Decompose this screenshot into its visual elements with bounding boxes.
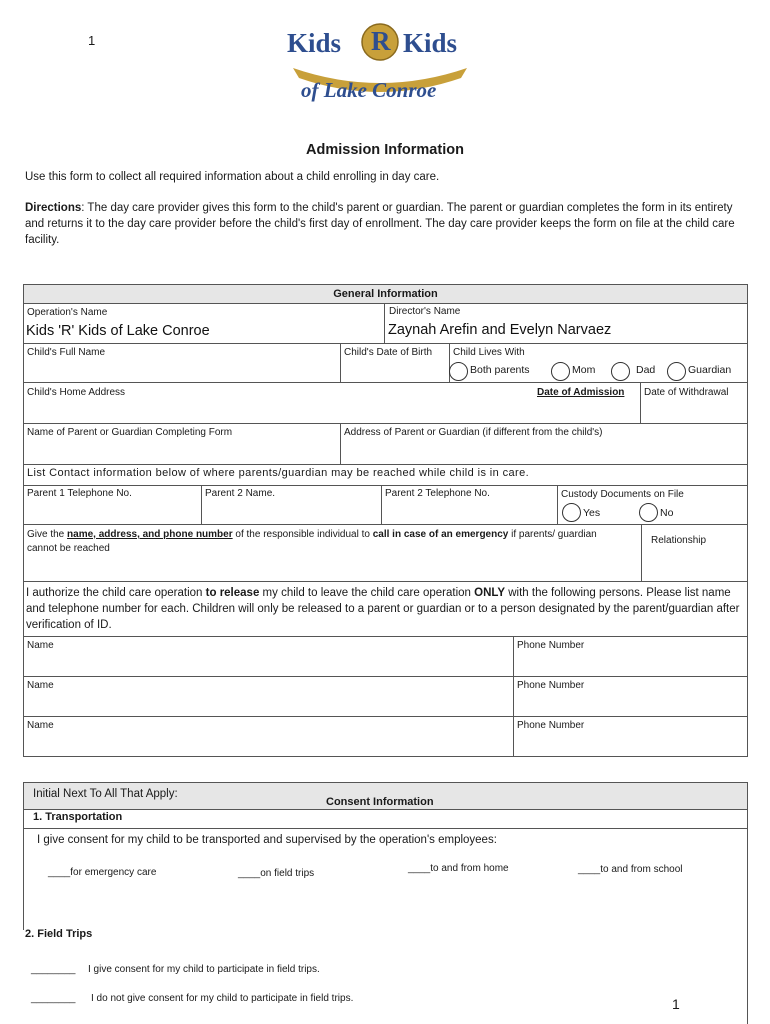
dad-label: Dad [636, 364, 656, 376]
withdrawal-date-label: Date of Withdrawal [644, 387, 729, 398]
home-address-label: Child's Home Address [27, 387, 126, 398]
parent2-phone-label: Parent 2 Telephone No. [385, 488, 490, 499]
release-paragraph [26, 585, 746, 633]
release-row-3 [23, 716, 748, 757]
custody-no-radio[interactable] [639, 503, 658, 522]
release-text-bold-1: to release [205, 587, 260, 599]
parent-address-label: Address of Parent or Guardian (if different from the child's) [344, 427, 603, 438]
transportation-text: I give consent for my child to be transported and supervised by the operation's employees: [37, 834, 497, 846]
logo-letter: R [371, 26, 391, 56]
logo-word-right: Kids [403, 28, 458, 58]
emergency-instructions [27, 528, 617, 556]
release-name-label-2: Name [27, 680, 54, 691]
logo [285, 20, 475, 102]
field-trip-consent-text: I give consent for my child to participate in field trips. [88, 964, 320, 975]
field-trips-title: 2. Field Trips [25, 928, 93, 940]
emergency-text-3: if parents/ guardian cannot be reached [27, 529, 597, 554]
logo-banner-text: Learning Academy [345, 62, 430, 72]
custody-no-label: No [660, 507, 674, 519]
release-row-1 [23, 636, 748, 677]
emergency-text-1: Give the [27, 529, 68, 540]
release-text-bold-2: ONLY [474, 587, 506, 599]
general-info-header-label: General Information [333, 288, 438, 300]
transport-school-option[interactable]: ____to and from school [578, 864, 683, 875]
consent-header-label: Consent Information [326, 796, 434, 808]
dad-radio[interactable] [611, 362, 630, 381]
directions-paragraph [25, 200, 747, 248]
release-phone-label-1: Phone Number [517, 640, 585, 651]
release-text-2: my child to leave the child care operation [259, 587, 475, 599]
field-trip-consent-blank[interactable]: ________ [31, 964, 76, 975]
release-text-3: with the following persons. Please list name and telephone number for each. Children will only be released to a parent or guardian or to a person designated by the parent/guardian after verification of ID. [26, 587, 740, 631]
directions-label: Directions [25, 202, 82, 214]
emergency-text-2: of the responsible individual to [232, 529, 373, 540]
intro-text: Use this form to collect all required information about a child enrolling in day care. [25, 171, 440, 183]
logo-word-left: Kids [287, 28, 342, 58]
operation-name-label: Operation's Name [27, 307, 108, 318]
field-trip-decline-blank[interactable]: ________ [31, 993, 76, 1004]
operation-name-field[interactable]: Kids 'R' Kids of Lake Conroe [26, 323, 210, 339]
both-parents-label: Both parents [470, 364, 530, 376]
director-name-field[interactable]: Zaynah Arefin and Evelyn Narvaez [388, 322, 612, 338]
dob-label: Child's Date of Birth [344, 347, 433, 358]
parent1-phone-label: Parent 1 Telephone No. [27, 488, 132, 499]
parent2-name-label: Parent 2 Name. [205, 488, 276, 499]
guardian-radio[interactable] [667, 362, 686, 381]
release-row-2 [23, 676, 748, 717]
release-name-label-1: Name [27, 640, 54, 651]
release-phone-label-3: Phone Number [517, 720, 585, 731]
admission-date-label: Date of Admission [537, 387, 625, 398]
contact-note: List Contact information below of where parents/guardian may be reached while child is in care. [27, 467, 530, 479]
director-name-label: Director's Name [389, 306, 461, 317]
field-trip-decline-text: I do not give consent for my child to participate in field trips. [91, 993, 354, 1004]
custody-yes-label: Yes [583, 507, 601, 519]
emergency-text-bold-1: name, address, and phone number [67, 529, 233, 540]
transport-emergency-option[interactable]: ____for emergency care [48, 867, 157, 878]
release-phone-label-2: Phone Number [517, 680, 585, 691]
general-info-header [23, 284, 748, 304]
relationship-label: Relationship [651, 535, 707, 546]
both-parents-radio[interactable] [449, 362, 468, 381]
custody-yes-radio[interactable] [562, 503, 581, 522]
parent-completing-label: Name of Parent or Guardian Completing Form [27, 427, 233, 438]
lives-with-label: Child Lives With [453, 347, 525, 358]
directions-text: : The day care provider gives this form to the child's parent or guardian. The parent or guardian completes the form in its entirety and returns it to the day care provider before the child's first day of enrollment. The day care provider keeps the form on file at the child care facility. [25, 202, 735, 246]
page-number-bottom: 1 [672, 996, 680, 1012]
logo-subtitle: of Lake Conroe [301, 78, 437, 102]
transport-field-trips-option[interactable]: ____on field trips [238, 868, 315, 879]
custody-label: Custody Documents on File [561, 489, 684, 500]
release-name-label-3: Name [27, 720, 54, 731]
child-name-label: Child's Full Name [27, 347, 106, 358]
emergency-text-bold-2: call in case of an emergency [372, 529, 509, 540]
page-number-top: 1 [88, 33, 96, 48]
mom-label: Mom [572, 364, 596, 376]
guardian-label: Guardian [688, 364, 732, 376]
mom-radio[interactable] [551, 362, 570, 381]
initial-label: Initial Next To All That Apply: [33, 788, 178, 800]
release-text-1: I authorize the child care operation [26, 587, 206, 599]
transport-home-option[interactable]: ____to and from home [408, 863, 509, 874]
transportation-title: 1. Transportation [33, 811, 123, 823]
page-title: Admission Information [306, 142, 464, 158]
